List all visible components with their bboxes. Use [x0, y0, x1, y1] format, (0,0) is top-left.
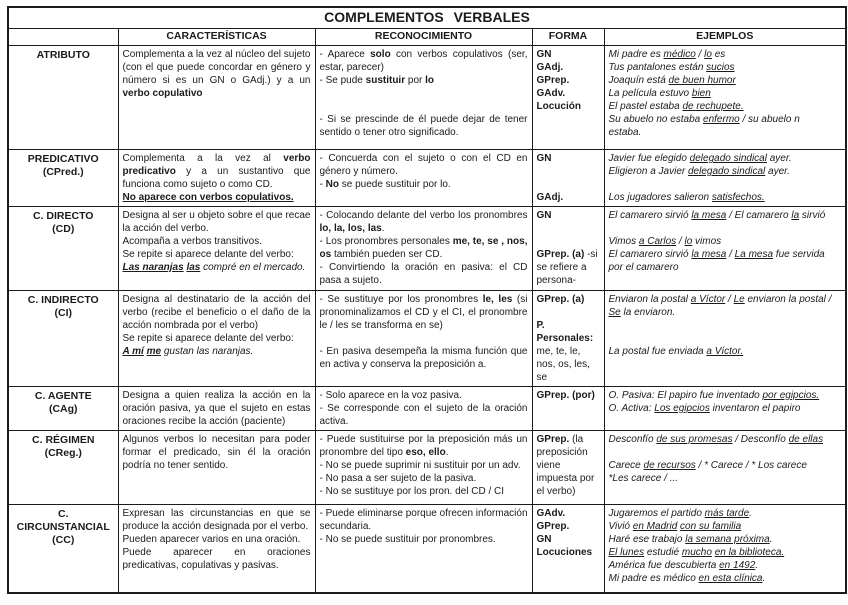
text-line: Complementa a la vez al verbo predicativo y a un sustantivo que funciona como sujeto o como CD. [122, 153, 311, 190]
col-header-label [8, 29, 118, 46]
text-line: - Se sustituye por los pronombres le, les (si pronominalizamos el CD y el CI, el pronombre le / les se transforma en se) [319, 294, 528, 331]
text-line: GAdv. [536, 508, 566, 519]
cell-name [8, 291, 118, 387]
text-line [609, 332, 842, 345]
text-line: GPrep. (la preposición viene impuesta por el verbo) [536, 434, 595, 497]
text-line: Acompaña a verbos transitivos. [122, 236, 263, 247]
cell-ejemplos [604, 46, 846, 150]
text-line [537, 165, 600, 178]
text-line: CIRCUNSTANCIAL [16, 521, 110, 533]
cell-forma [532, 207, 604, 291]
text-line: Vivió en Madrid con su familia [608, 521, 742, 532]
text-line: - Colocando delante del verbo los pronombres lo, la, los, las. [319, 210, 528, 234]
text-line [537, 178, 600, 191]
col-header-ejemplos: EJEMPLOS [604, 29, 846, 46]
text-line: PREDICATIVO [27, 153, 99, 165]
text-line: - Los pronombres personales me, te, se , nos, os también pueden ser CD. [319, 236, 528, 260]
document-title: COMPLEMENTOS VERBALES [8, 7, 846, 29]
text-line: Haré ese trabajo la semana próxima. [608, 534, 773, 545]
text-line: El lunes estudié mucho en la biblioteca. [608, 547, 785, 558]
text-line: América fue descubierta en 1492. [608, 560, 759, 571]
table-row [8, 505, 846, 593]
text-line: Los jugadores salieron satisfechos. [608, 192, 765, 203]
text-line: - No se puede sustituir por lo. [319, 179, 451, 190]
text-line: Designa a quien realiza la acción en la oración pasiva, ya que el sujeto en estas oraciones recibe la acción (paciente) [122, 390, 311, 427]
text-line: GN [536, 153, 552, 164]
text-line: - No se sustituye por los pron. del CD / CI [319, 486, 505, 497]
text-line [537, 222, 600, 235]
text-line [609, 222, 842, 235]
cell-forma [532, 505, 604, 593]
text-line [320, 87, 528, 100]
text-line: Jugaremos el partido más tarde. [608, 508, 752, 519]
cell-caracteristicas [118, 505, 315, 593]
text-line: - Se pude sustituir por lo [319, 75, 435, 86]
text-line: GAdv. [536, 88, 566, 99]
text-line: GN [536, 534, 552, 545]
cell-name [8, 505, 118, 593]
text-line: (CC) [52, 534, 75, 546]
text-line: C. [58, 508, 69, 520]
text-line: GPrep. [536, 75, 570, 86]
complementos-verbales-table [7, 6, 847, 594]
text-line: - Se corresponde con el sujeto de la oración activa. [319, 403, 528, 427]
text-line: Mi padre es médico en esta clínica. [608, 573, 766, 584]
cell-reconocimiento [315, 46, 532, 150]
text-line: Joaquín está de buen humor [608, 75, 736, 86]
cell-name [8, 387, 118, 431]
cell-reconocimiento [315, 431, 532, 505]
text-line: GAdj. [536, 62, 564, 73]
text-line: GPrep. (por) [536, 390, 595, 401]
text-line: A mí me gustan las naranjas. [122, 346, 254, 357]
text-line: - Puede sustituirse por la preposición más un pronombre del tipo eso, ello. [319, 434, 528, 458]
text-line: P. Personales: [536, 320, 594, 344]
text-line: - No se puede sustituir por pronombres. [319, 534, 496, 545]
text-line: Designa al destinatario de la acción del verbo (recibe el beneficio o el daño de la acción nombrada por el verbo) [122, 294, 311, 331]
text-line: C. RÉGIMEN [32, 434, 95, 446]
text-line [320, 332, 528, 345]
text-line: (CAg) [48, 403, 78, 415]
text-line: Vimos a Carlos / lo vimos [608, 236, 722, 247]
cell-ejemplos [604, 207, 846, 291]
table-row [8, 387, 846, 431]
text-line: Tus pantalones están sucios [608, 62, 735, 73]
cell-caracteristicas [118, 150, 315, 207]
text-line: La postal fue enviada a Víctor. [608, 346, 744, 357]
text-line: Enviaron la postal a Víctor / Le enviaron la postal / Se la enviaron. [608, 294, 832, 318]
text-line [537, 306, 600, 319]
cell-name [8, 150, 118, 207]
text-line: Carece de recursos / * Carece / * Los carece [608, 460, 807, 471]
text-line: Se repite si aparece delante del verbo: [122, 333, 294, 344]
cell-caracteristicas [118, 387, 315, 431]
text-line: ATRIBUTO [36, 49, 90, 61]
text-line: - Si se prescinde de él puede dejar de tener sentido o tener otro significado. [319, 114, 528, 138]
col-header-caracteristicas: CARACTERÍSTICAS [118, 29, 315, 46]
text-line: GPrep. (a) [536, 294, 585, 305]
cell-caracteristicas [118, 431, 315, 505]
text-line: GN [536, 49, 552, 60]
text-line: Se repite si aparece delante del verbo: [122, 249, 294, 260]
text-line: me, te, le, nos, os, les, se [536, 346, 590, 383]
cell-reconocimiento [315, 207, 532, 291]
cell-caracteristicas [118, 291, 315, 387]
text-line: Eligieron a Javier delegado sindical ayer. [608, 166, 790, 177]
text-line: Su abuelo no estaba enfermo / su abuelo n [608, 114, 800, 125]
text-line: El pastel estaba de rechupete. [608, 101, 744, 112]
text-line: - No pasa a ser sujeto de la pasiva. [319, 473, 477, 484]
text-line: Locución [536, 101, 581, 112]
text-line: (CReg.) [44, 447, 82, 459]
text-line: - Aparece solo con verbos copulativos (ser, estar, parecer) [319, 49, 528, 73]
text-line: *Les carece / ... [608, 473, 678, 484]
text-line [609, 178, 842, 191]
text-line: (CPred.) [42, 166, 84, 178]
cell-ejemplos [604, 431, 846, 505]
text-line: C. INDIRECTO [27, 294, 99, 306]
cell-reconocimiento [315, 150, 532, 207]
table-row [8, 431, 846, 505]
text-line: Designa al ser u objeto sobre el que recae la acción del verbo. [122, 210, 311, 234]
text-line: GPrep. [536, 521, 570, 532]
text-line: O. Activa: Los egipcios inventaron el papiro [608, 403, 801, 414]
cell-forma [532, 291, 604, 387]
text-line: Desconfío de sus promesas / Desconfío de ellas [608, 434, 824, 445]
text-line: Algunos verbos lo necesitan para poder formar el predicado, sin él la oración podría no tener sentido. [122, 434, 311, 471]
cell-name [8, 46, 118, 150]
text-line: - Concuerda con el sujeto o con el CD en género y número. [319, 153, 528, 177]
table-row [8, 150, 846, 207]
table-row [8, 46, 846, 150]
text-line: GPrep. (a) -si se refiere a persona- [536, 249, 598, 286]
text-line: Locuciones [536, 547, 593, 558]
text-line: El camarero sirvió la mesa / El camarero la sirvió [608, 210, 826, 221]
text-line: - Puede eliminarse porque ofrecen información secundaria. [319, 508, 528, 532]
text-line: Mi padre es médico / lo es [608, 49, 726, 60]
cell-name [8, 207, 118, 291]
text-line: Puede aparecer en oraciones predicativas, copulativas y pasivas. [122, 547, 311, 571]
table-body [8, 46, 846, 593]
text-line: - En pasiva desempeña la misma función que en activa y conserva la preposición a. [319, 346, 528, 370]
text-line: Javier fue elegido delegado sindical ayer. [608, 153, 792, 164]
cell-forma [532, 431, 604, 505]
text-line: La película estuvo bien [608, 88, 711, 99]
cell-name [8, 431, 118, 505]
cell-caracteristicas [118, 207, 315, 291]
cell-reconocimiento [315, 505, 532, 593]
col-header-forma: FORMA [532, 29, 604, 46]
cell-ejemplos [604, 387, 846, 431]
text-line [609, 446, 842, 459]
cell-reconocimiento [315, 291, 532, 387]
table-row [8, 207, 846, 291]
text-line: estaba. [608, 127, 642, 138]
text-line: C. DIRECTO [33, 210, 94, 222]
text-line: GN [536, 210, 552, 221]
cell-forma [532, 387, 604, 431]
text-line: (CI) [54, 307, 72, 319]
cell-ejemplos [604, 505, 846, 593]
text-line [320, 100, 528, 113]
text-line: - No se puede suprimir ni sustituir por un adv. [319, 460, 521, 471]
text-line: Las naranjas las compré en el mercado. [122, 262, 306, 273]
text-line: El camarero sirvió la mesa / La mesa fue servida por el camarero [608, 249, 825, 273]
text-line: Expresan las circunstancias en que se produce la acción designada por el verbo. [122, 508, 311, 532]
text-line [537, 235, 600, 248]
text-line [609, 319, 842, 332]
text-line: - Solo aparece en la voz pasiva. [319, 390, 462, 401]
table-row [8, 291, 846, 387]
text-line: (CD) [52, 223, 75, 235]
cell-forma [532, 150, 604, 207]
text-line: Pueden aparecer varios en una oración. [122, 534, 301, 545]
col-header-reconocimiento: RECONOCIMIENTO [315, 29, 532, 46]
cell-caracteristicas [118, 46, 315, 150]
text-line: C. AGENTE [34, 390, 92, 402]
text-line: No aparece con verbos copulativos. [122, 192, 294, 203]
text-line: O. Pasiva: El papiro fue inventado por egipcios. [608, 390, 820, 401]
cell-forma [532, 46, 604, 150]
cell-ejemplos [604, 150, 846, 207]
text-line: GAdj. [536, 192, 564, 203]
text-line: - Convirtiendo la oración en pasiva: el CD pasa a sujeto. [319, 262, 528, 286]
cell-reconocimiento [315, 387, 532, 431]
text-line: Complementa a la vez al núcleo del sujeto (con el que puede concordar en género y número si es un GN o GAdj.) y a un verbo copulativo [122, 49, 311, 99]
cell-ejemplos [604, 291, 846, 387]
